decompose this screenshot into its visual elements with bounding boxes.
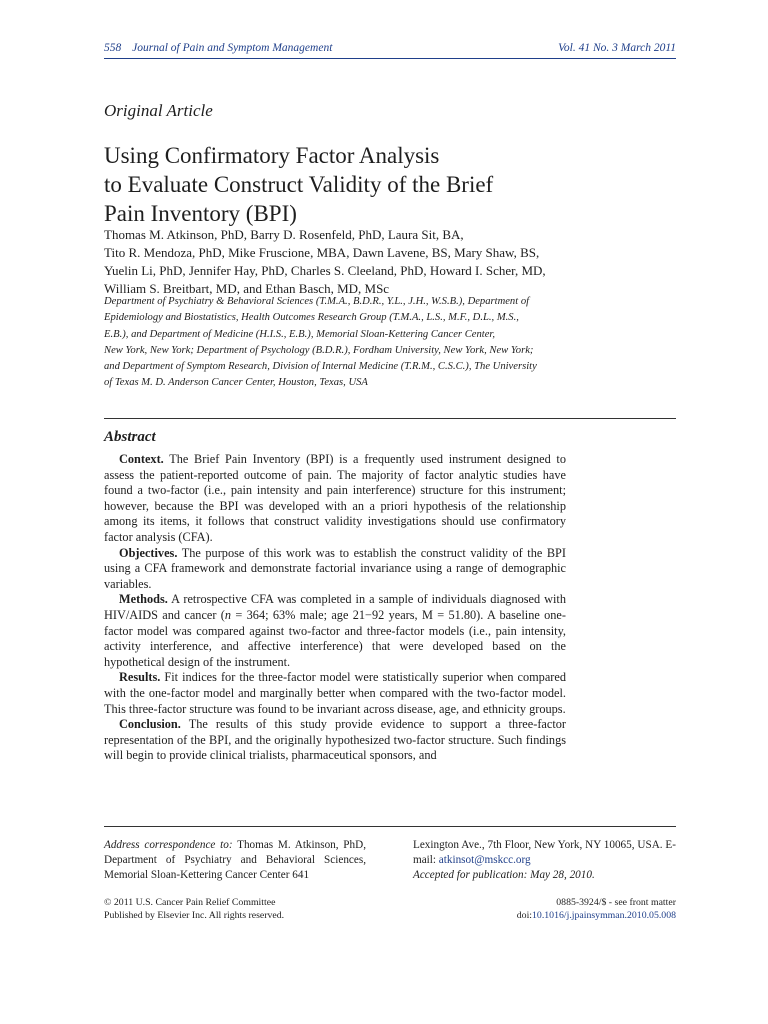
copyright-block (104, 897, 404, 922)
abstract-context (104, 452, 566, 546)
conclusion-text: The results of this study provide evidence to support a three-factor representation of the BPI, and the originally hypothesized two-factor structure. Such findings will begin to provide clinical trialists, pharmaceutical sponsors, and (104, 717, 566, 763)
methods-text-cont: = 364; 63% male; age 21−92 years, M = 51.80). A baseline one-factor model was compared against two-factor and three-factor models (i.e., pain intensity, activity interference, and affective interference) that were developed based on the hypothetical design of the instrument. (104, 607, 566, 669)
abstract-heading: Abstract (104, 429, 156, 445)
objectives-text: The purpose of this work was to establish the construct validity of the BPI using a CFA framework and demonstrate factorial invariance using a range of demographic variables. (104, 545, 566, 591)
title-line: to Evaluate Construct Validity of the Brief (104, 172, 494, 197)
issn-line: 0885-3924/$ - see front matter (556, 897, 676, 908)
header-left (104, 42, 332, 54)
affiliation-line: Department of Psychiatry & Behavioral Sciences (T.M.A., B.D.R., Y.L., J.H., W.S.B.), Department of (104, 296, 530, 307)
footer-divider (104, 826, 676, 827)
page-number: 558 (104, 42, 122, 54)
running-header (104, 42, 676, 59)
address-continued: Lexington Ave., 7th Floor, New York, NY 10065, USA. E-mail: (413, 839, 676, 866)
abstract-objectives (104, 546, 566, 593)
context-label: Context. (119, 452, 164, 466)
article-title (104, 141, 624, 228)
abstract-conclusion (104, 717, 566, 764)
objectives-label: Objectives. (119, 545, 178, 560)
journal-name: Journal of Pain and Symptom Management (132, 42, 333, 54)
author-line: Tito R. Mendoza, PhD, Mike Fruscione, MBA, Dawn Lavene, BS, Mary Shaw, BS, (104, 245, 540, 260)
address-label: Address correspondence to: (104, 839, 233, 851)
affiliation-line: of Texas M. D. Anderson Cancer Center, Houston, Texas, USA (104, 377, 368, 389)
affiliations (104, 294, 574, 392)
correspondence-address-cont (413, 838, 676, 883)
abstract-body (104, 452, 566, 764)
affiliation-line: E.B.), and Department of Medicine (H.I.S., E.B.), Memorial Sloan-Kettering Cancer Center, (104, 328, 496, 340)
title-line: Using Confirmatory Factor Analysis (104, 143, 440, 168)
publisher-line: Published by Elsevier Inc. All rights reserved. (104, 909, 285, 921)
abstract-methods (104, 592, 566, 670)
abstract-divider (104, 418, 676, 419)
doi-link[interactable]: 10.1016/j.jpainsymman.2010.05.008 (532, 909, 676, 921)
results-text: Fit indices for the three-factor model were statistically superior when compared with the one-factor model and marginally better when compared with the two-factor model. This three-factor structure was found to be invariant across disease, age, and ethnicity groups. (104, 670, 566, 716)
issn-doi-block (420, 897, 676, 922)
article-type: Original Article (104, 101, 213, 120)
affiliation-line: Epidemiology and Biostatistics, Health Outcomes Research Group (T.M.A., L.S., M.F., D.L., M.S., (104, 312, 519, 324)
conclusion-label: Conclusion. (119, 717, 181, 732)
title-line: Pain Inventory (BPI) (104, 201, 297, 226)
email-link[interactable]: atkinsot@mskcc.org (438, 854, 531, 866)
methods-n-symbol: n (224, 607, 232, 622)
abstract-results (104, 670, 566, 717)
context-text: The Brief Pain Inventory (BPI) is a frequently used instrument designed to assess the patient-reported outcome of pain. The majority of factor analytic studies have found a two-factor (i.e., pain intensity and pain interference) structure for this instrument; however, because the BPI was developed with an a priori hypothesis of the relationship among its items, it follows that construct validity investigations should use confirmatory factor analysis (CFA). (104, 452, 566, 544)
doi-label: doi: (516, 909, 533, 921)
affiliation-line: and Department of Symptom Research, Division of Internal Medicine (T.R.M., C.S.C.), The University (104, 361, 537, 373)
issue-info: Vol. 41 No. 3 March 2011 (558, 42, 676, 54)
methods-text: A retrospective CFA was completed in a sample of individuals diagnosed with HIV/AIDS and cancer ( (104, 592, 566, 622)
copyright-line: © 2011 U.S. Cancer Pain Relief Committee (104, 897, 276, 908)
author-line: William S. Breitbart, MD, and Ethan Basch, MD, MSc (104, 281, 390, 296)
affiliation-line: New York, New York; Department of Psychology (B.D.R.), Fordham University, New York, New York; (104, 344, 534, 356)
author-line: Yuelin Li, PhD, Jennifer Hay, PhD, Charles S. Cleeland, PhD, Howard I. Scher, MD, (104, 263, 546, 278)
correspondence-address (104, 838, 366, 883)
methods-label: Methods. (119, 592, 168, 607)
author-list (104, 226, 574, 298)
author-line: Thomas M. Atkinson, PhD, Barry D. Rosenfeld, PhD, Laura Sit, BA, (104, 227, 464, 242)
accepted-date: Accepted for publication: May 28, 2010. (413, 869, 595, 881)
address-text: Thomas M. Atkinson, PhD, Department of Psychiatry and Behavioral Sciences, Memorial Sloan-Kettering Cancer Center 641 (104, 839, 366, 881)
results-label: Results. (119, 670, 161, 685)
